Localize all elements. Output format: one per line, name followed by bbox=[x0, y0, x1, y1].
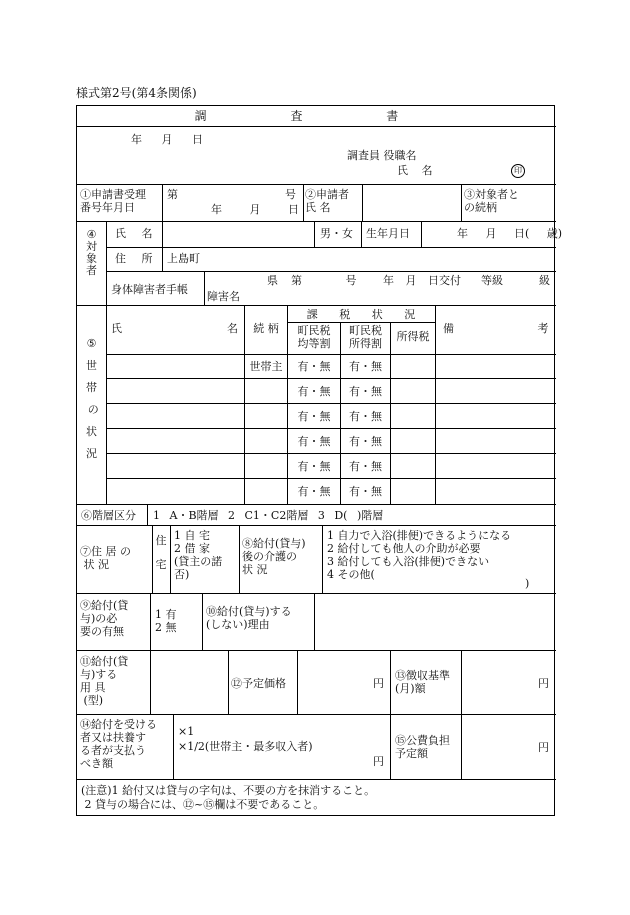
receipt-date: 年 月 日 bbox=[211, 203, 299, 216]
investigator-name-label: 氏 名 bbox=[397, 164, 433, 177]
housing-kind-options: 1 自 宅 2 借 家 (貸主の諾 否) bbox=[174, 529, 223, 581]
grade-unit: 級 bbox=[539, 274, 550, 287]
col-town-income: 町民税 所得割 bbox=[349, 324, 382, 350]
tier-label: ⑥階層区分 bbox=[81, 509, 136, 522]
public-unit: 円 bbox=[538, 741, 549, 754]
housing-label: ⑦住 居 の 状 況 bbox=[80, 545, 131, 571]
payment-label: ⑭給付を受ける 者又は扶養す る者が支払う べき額 bbox=[80, 718, 157, 770]
town-income-yes-no[interactable]: 有・無 bbox=[349, 410, 382, 423]
applicant-label: ②申請者 氏 名 bbox=[305, 188, 349, 214]
price-label: ⑫予定価格 bbox=[231, 677, 286, 690]
public-label: ⑮公費負担 予定額 bbox=[395, 734, 450, 760]
standard-unit: 円 bbox=[538, 677, 549, 690]
payment-formula: ×1 ×1/2(世帯主・最多収入者) bbox=[178, 725, 313, 753]
subject-label: ④ 対 象 者 bbox=[86, 228, 97, 277]
form-title: 調 査 書 bbox=[194, 109, 439, 123]
col-income-tax: 所得税 bbox=[396, 330, 430, 343]
need-label: ⑨給付(貸 与)の必 要の有無 bbox=[80, 599, 129, 638]
town-equal-yes-no[interactable]: 有・無 bbox=[297, 460, 331, 473]
investigation-form bbox=[76, 105, 563, 816]
handbook-label: 身体障害者手帳 bbox=[111, 283, 188, 296]
form-number: 様式第2号(第4条関係) bbox=[76, 86, 197, 100]
birth-label: 生年月日 bbox=[366, 227, 410, 240]
town-equal-yes-no[interactable]: 有・無 bbox=[297, 410, 331, 423]
handbook-number: 第 号 bbox=[291, 274, 357, 287]
household-col-relation: 続 柄 bbox=[253, 322, 279, 335]
tier-options: 1 A・B階層 2 C1・C2階層 3 D( )階層 bbox=[153, 509, 384, 522]
birth-value: 年 月 日( 歳) bbox=[457, 227, 563, 240]
subject-name-label: 氏 名 bbox=[115, 227, 153, 240]
address-value: 上島町 bbox=[167, 252, 200, 265]
seal-mark: 印 bbox=[511, 164, 525, 178]
town-income-yes-no[interactable]: 有・無 bbox=[349, 485, 382, 498]
town-income-yes-no[interactable]: 有・無 bbox=[349, 385, 382, 398]
household-label: ⑤ 世 帯 の 状 況 bbox=[86, 337, 99, 460]
disability-label: 障害名 bbox=[207, 290, 240, 303]
need-options: 1 有 2 無 bbox=[155, 608, 177, 634]
standard-label: ⑬徴収基準 (月)額 bbox=[395, 669, 450, 695]
town-equal-yes-no[interactable]: 有・無 bbox=[297, 485, 331, 498]
grade-label: 等級 bbox=[481, 274, 503, 287]
reason-label: ⑩給付(貸与)する (しない)理由 bbox=[206, 605, 292, 631]
receipt-no-prefix: 第 bbox=[167, 188, 178, 201]
price-unit: 円 bbox=[373, 677, 384, 690]
col-remarks: 備 考 bbox=[443, 322, 549, 335]
household-col-name-first: 氏 bbox=[111, 322, 122, 335]
payment-unit: 円 bbox=[373, 755, 384, 768]
date-line: 年 月 日 bbox=[131, 133, 203, 146]
col-town-equal: 町民税 均等割 bbox=[297, 324, 331, 350]
town-equal-yes-no[interactable]: 有・無 bbox=[297, 435, 331, 448]
care-close: ) bbox=[525, 577, 530, 590]
receipt-no-suffix: 号 bbox=[285, 188, 296, 201]
subject-sex: 男・女 bbox=[320, 227, 353, 240]
care-label: ⑧給付(貸与) 後の介護の 状 況 bbox=[242, 537, 306, 576]
household-col-name-last: 名 bbox=[227, 322, 238, 335]
receipt-label: ①申請書受理 番号年月日 bbox=[80, 188, 146, 214]
town-income-yes-no[interactable]: 有・無 bbox=[349, 460, 382, 473]
handbook-prefecture: 県 bbox=[267, 274, 278, 287]
handbook-issue-date: 年 月 日交付 bbox=[383, 274, 461, 287]
care-options: 1 自力で入浴(排便)できるようになる 2 給付しても他人の介助が必要 3 給付しても入浴(排便)できない 4 その他( bbox=[327, 529, 512, 581]
tax-header: 課 税 状 況 bbox=[306, 308, 416, 321]
equipment-label: ⑪給付(貸 与)する 用 具 (型) bbox=[80, 655, 129, 707]
town-equal-yes-no[interactable]: 有・無 bbox=[297, 385, 331, 398]
investigator-position: 調査員 役職名 bbox=[347, 149, 417, 162]
notes: (注意)1 給付又は貸与の字句は、不要の方を抹消すること。 2 貸与の場合には、⑫~⑮欄は不要であること。 bbox=[81, 784, 376, 811]
town-equal-yes-no[interactable]: 有・無 bbox=[297, 360, 331, 373]
head-of-household: 世帯主 bbox=[249, 360, 283, 373]
housing-kind-label: 住 宅 bbox=[155, 534, 167, 571]
town-income-yes-no[interactable]: 有・無 bbox=[349, 435, 382, 448]
relation-label: ③対象者と の続柄 bbox=[464, 188, 519, 214]
town-income-yes-no[interactable]: 有・無 bbox=[349, 360, 382, 373]
address-label: 住 所 bbox=[115, 252, 153, 265]
